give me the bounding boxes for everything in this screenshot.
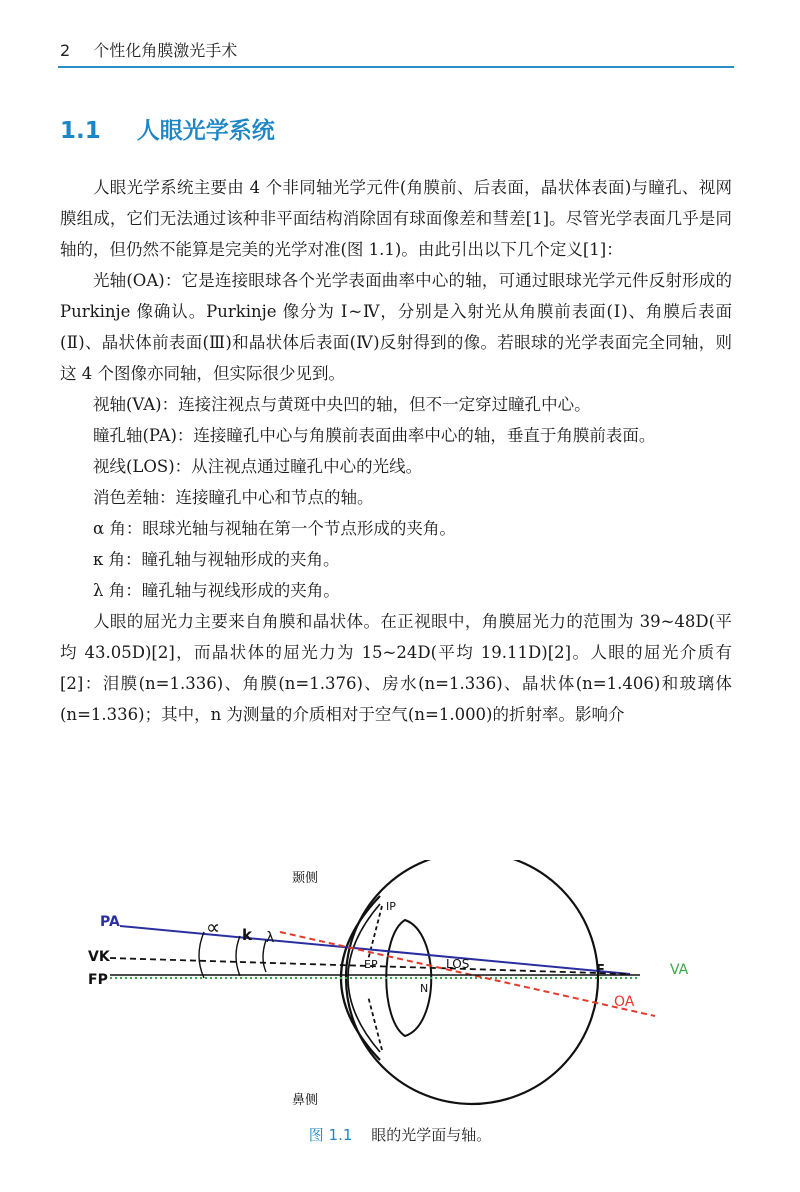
label-f: F — [596, 963, 605, 978]
section-title — [60, 112, 275, 145]
figure-caption — [0, 1124, 800, 1145]
eye-diagram — [80, 860, 740, 1120]
paragraph: 瞳孔轴(PA)：连接瞳孔中心与角膜前表面曲率中心的轴，垂直于角膜前表面。 — [93, 426, 656, 445]
page-header — [60, 38, 740, 61]
iris-lower — [368, 996, 382, 1050]
figure-label: 图 1.1 — [308, 1126, 353, 1144]
paragraph: 人眼的屈光力主要来自角膜和晶状体。在正视眼中，角膜屈光力的范围为 39~48D(平均 43.05D)[2]，而晶状体的屈光力为 15~24D(平均 19.11D)[2]。人眼的屈光介质有[2]：泪膜(n=1.336)、角膜(n=1.376)、房水(n=1.336)、晶状体(n=1.406)和玻璃体(n=1.336)；其中，n 为测量的介质相对于空气(n=1.000)的折射率。影响介 — [60, 612, 732, 724]
label-n: N — [420, 982, 429, 995]
label-fp: FP — [88, 972, 108, 988]
label-alpha: ∝ — [206, 915, 221, 939]
label-pa: PA — [100, 914, 120, 930]
label-los: LOS — [446, 957, 470, 971]
paragraph: 人眼光学系统主要由 4 个非同轴光学元件(角膜前、后表面，晶状体表面)与瞳孔、视网膜组成，它们无法通过该种非平面结构消除固有球面像差和彗差[1]。尽管光学表面几乎是同轴的，但仍然不能算是完美的光学对准(图 1.1)。由此引出以下几个定义[1]： — [60, 178, 732, 259]
section-number: 1.1 — [60, 118, 101, 144]
paragraph: α 角：眼球光轴与视轴在第一个节点形成的夹角。 — [93, 519, 456, 538]
paragraph: 消色差轴：连接瞳孔中心和节点的轴。 — [93, 488, 374, 507]
paragraph: λ 角：瞳孔轴与视线形成的夹角。 — [93, 581, 340, 600]
label-kappa: k — [242, 926, 252, 944]
alpha-arc — [199, 932, 204, 978]
paragraph: 光轴(OA)：它是连接眼球各个光学表面曲率中心的轴，可通过眼球光学元件反射形成的 Purkinje 像确认。Purkinje 像分为 Ⅰ~Ⅳ，分别是入射光从角膜前表面(Ⅰ)、角膜后表面(Ⅱ)、晶状体前表面(Ⅲ)和晶状体后表面(Ⅳ)反射得到的像。若眼球的光学表面完全同轴，则这 4 个图像亦同轴，但实际很少见到。 — [60, 271, 732, 383]
body-text — [60, 172, 732, 730]
header-rule — [58, 66, 734, 68]
label-lambda: λ — [266, 930, 275, 946]
label-vk: VK — [88, 949, 110, 965]
book-title: 个性化角膜激光手术 — [93, 41, 238, 60]
figure-caption-text: 眼的光学面与轴。 — [371, 1126, 492, 1144]
kappa-arc — [236, 936, 240, 976]
label-nasal: 鼻侧 — [292, 1093, 319, 1108]
label-va: VA — [670, 962, 689, 978]
label-temporal: 颞侧 — [292, 871, 319, 886]
paragraph: 视线(LOS)：从注视点通过瞳孔中心的光线。 — [93, 457, 423, 476]
page-number: 2 — [60, 41, 71, 60]
eye-axes-figure — [80, 860, 740, 1120]
label-ip: IP — [386, 900, 396, 913]
eyeball-outline — [346, 860, 598, 1104]
lens — [386, 920, 431, 1036]
section-heading: 人眼光学系统 — [136, 118, 275, 144]
paragraph: 视轴(VA)：连接注视点与黄斑中央凹的轴，但不一定穿过瞳孔中心。 — [93, 395, 591, 414]
label-oa: OA — [614, 994, 635, 1010]
label-ep: EP — [364, 958, 378, 971]
paragraph: κ 角：瞳孔轴与视轴形成的夹角。 — [93, 550, 340, 569]
